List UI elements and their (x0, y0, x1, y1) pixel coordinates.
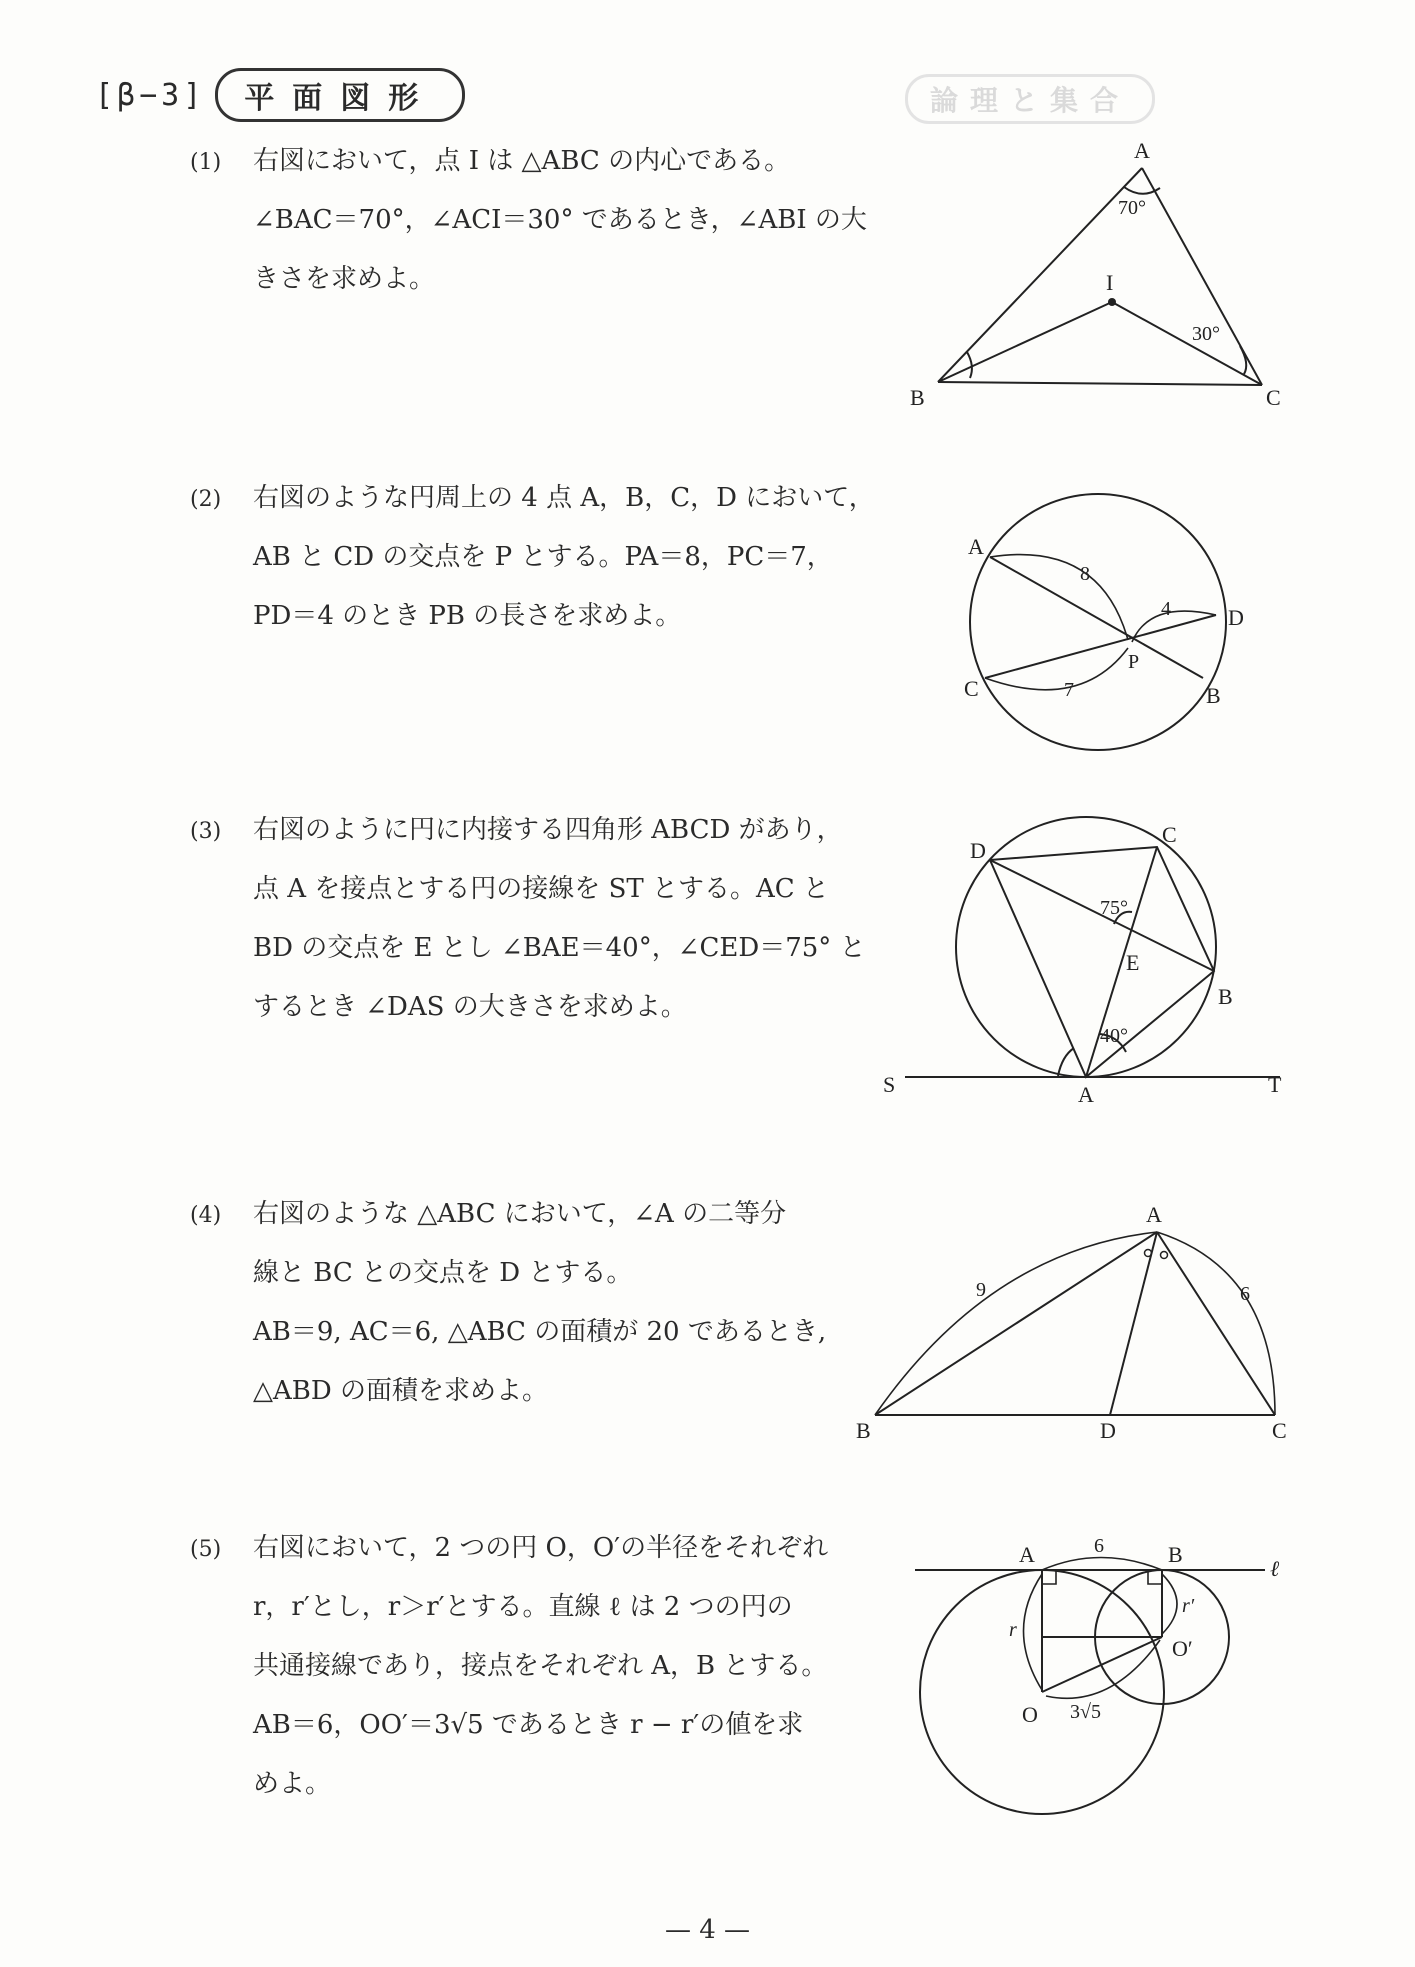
text-line: AB＝6，OO′＝3√5 であるとき r − r′の値を求 (253, 1710, 804, 1740)
angle-label-ced: 75° (1100, 897, 1128, 919)
length-ac: 6 (1240, 1283, 1250, 1305)
text-line: きさを求めよ。 (253, 264, 436, 294)
label-o: O (1022, 1702, 1038, 1727)
label-a: A (1134, 138, 1150, 163)
label-d: D (970, 838, 986, 863)
length-ab: 6 (1094, 1535, 1104, 1557)
section-title: 平面図形 (215, 68, 465, 122)
text-line: AB と CD の交点を P とする。PA＝8，PC＝7， (253, 542, 833, 572)
label-b: B (1168, 1542, 1183, 1567)
text-line: AB＝9, AC＝6, △ABC の面積が 20 であるとき, (253, 1317, 827, 1347)
label-c: C (1266, 385, 1281, 410)
text-line: △ABD の面積を求めよ。 (253, 1376, 548, 1406)
section-label: [β−3] (95, 77, 206, 113)
bleed-through-title: 論理と集合 (905, 74, 1155, 124)
label-b: B (856, 1418, 871, 1443)
text-line: BD の交点を E とし ∠BAE＝40°，∠CED＝75° と (253, 933, 866, 963)
arc-r2 (1162, 1574, 1177, 1634)
segment-oo2 (1042, 1637, 1162, 1692)
label-t: T (1268, 1072, 1282, 1097)
text-line: 右図のような △ABC において，∠A の二等分 (253, 1199, 787, 1229)
text-line: めよ。 (253, 1769, 332, 1799)
angle-label-a: 70° (1118, 197, 1146, 219)
length-oo2: 3√5 (1070, 1701, 1101, 1723)
text-line: 右図のように円に内接する四角形 ABCD があり， (253, 815, 843, 845)
length-ab: 9 (976, 1279, 986, 1301)
label-i: I (1106, 270, 1114, 295)
label-o2: O′ (1172, 1636, 1193, 1661)
label-c: C (1272, 1418, 1287, 1443)
length-pc: 7 (1064, 679, 1074, 701)
label-d: D (1100, 1418, 1116, 1443)
length-pd: 4 (1161, 598, 1171, 620)
label-c: C (1162, 822, 1177, 847)
label-l: ℓ (1270, 1556, 1280, 1581)
label-b: B (910, 385, 925, 410)
label-a: A (968, 534, 984, 559)
radius-label-r: r (1009, 1619, 1017, 1641)
right-angle-b (1148, 1570, 1162, 1584)
text-line: 線と BC との交点を D とする。 (253, 1258, 633, 1288)
right-angle-a (1042, 1570, 1056, 1584)
arc-ab (1042, 1558, 1162, 1571)
label-b: B (1206, 683, 1221, 708)
text-line: するとき ∠DAS の大きさを求めよ。 (253, 992, 687, 1022)
angle-label-c: 30° (1192, 323, 1220, 345)
angle-label-bae: 40° (1100, 1025, 1128, 1047)
arc-r (1024, 1574, 1043, 1690)
label-d: D (1228, 605, 1244, 630)
label-a: A (1146, 1202, 1162, 1227)
label-a: A (1019, 1542, 1035, 1567)
page-number: — 4 — (664, 1915, 751, 1945)
problem-number: (1) (190, 150, 222, 175)
label-p: P (1128, 651, 1140, 673)
text-line: PD＝4 のとき PB の長さを求めよ。 (253, 601, 682, 631)
text-line: 右図において，点 I は △ABC の内心である。 (253, 146, 791, 176)
problem-number: (5) (190, 1537, 222, 1562)
text-line: ∠BAC＝70°，∠ACI＝30° であるとき，∠ABI の大 (253, 205, 867, 235)
text-line: r，r′とし，r＞r′とする。直線 ℓ は 2 つの円の (253, 1592, 793, 1622)
text-line: 点 A を接点とする円の接線を ST とする。AC と (253, 874, 829, 904)
label-b: B (1218, 984, 1233, 1009)
label-c: C (964, 676, 979, 701)
radius-label-r2: r′ (1182, 1595, 1195, 1617)
label-e: E (1126, 950, 1140, 975)
problem-number: (4) (190, 1203, 222, 1228)
problem-number: (3) (190, 819, 222, 844)
text-line: 右図において，2 つの円 O，O′の半径をそれぞれ (253, 1533, 829, 1563)
label-a: A (1078, 1082, 1094, 1107)
text-line: 右図のような円周上の 4 点 A，B，C，D において， (253, 483, 875, 513)
length-pa: 8 (1080, 563, 1090, 585)
text-line: 共通接線であり，接点をそれぞれ A，B とする。 (253, 1651, 828, 1681)
problem-number: (2) (190, 487, 222, 512)
label-s: S (883, 1072, 896, 1097)
